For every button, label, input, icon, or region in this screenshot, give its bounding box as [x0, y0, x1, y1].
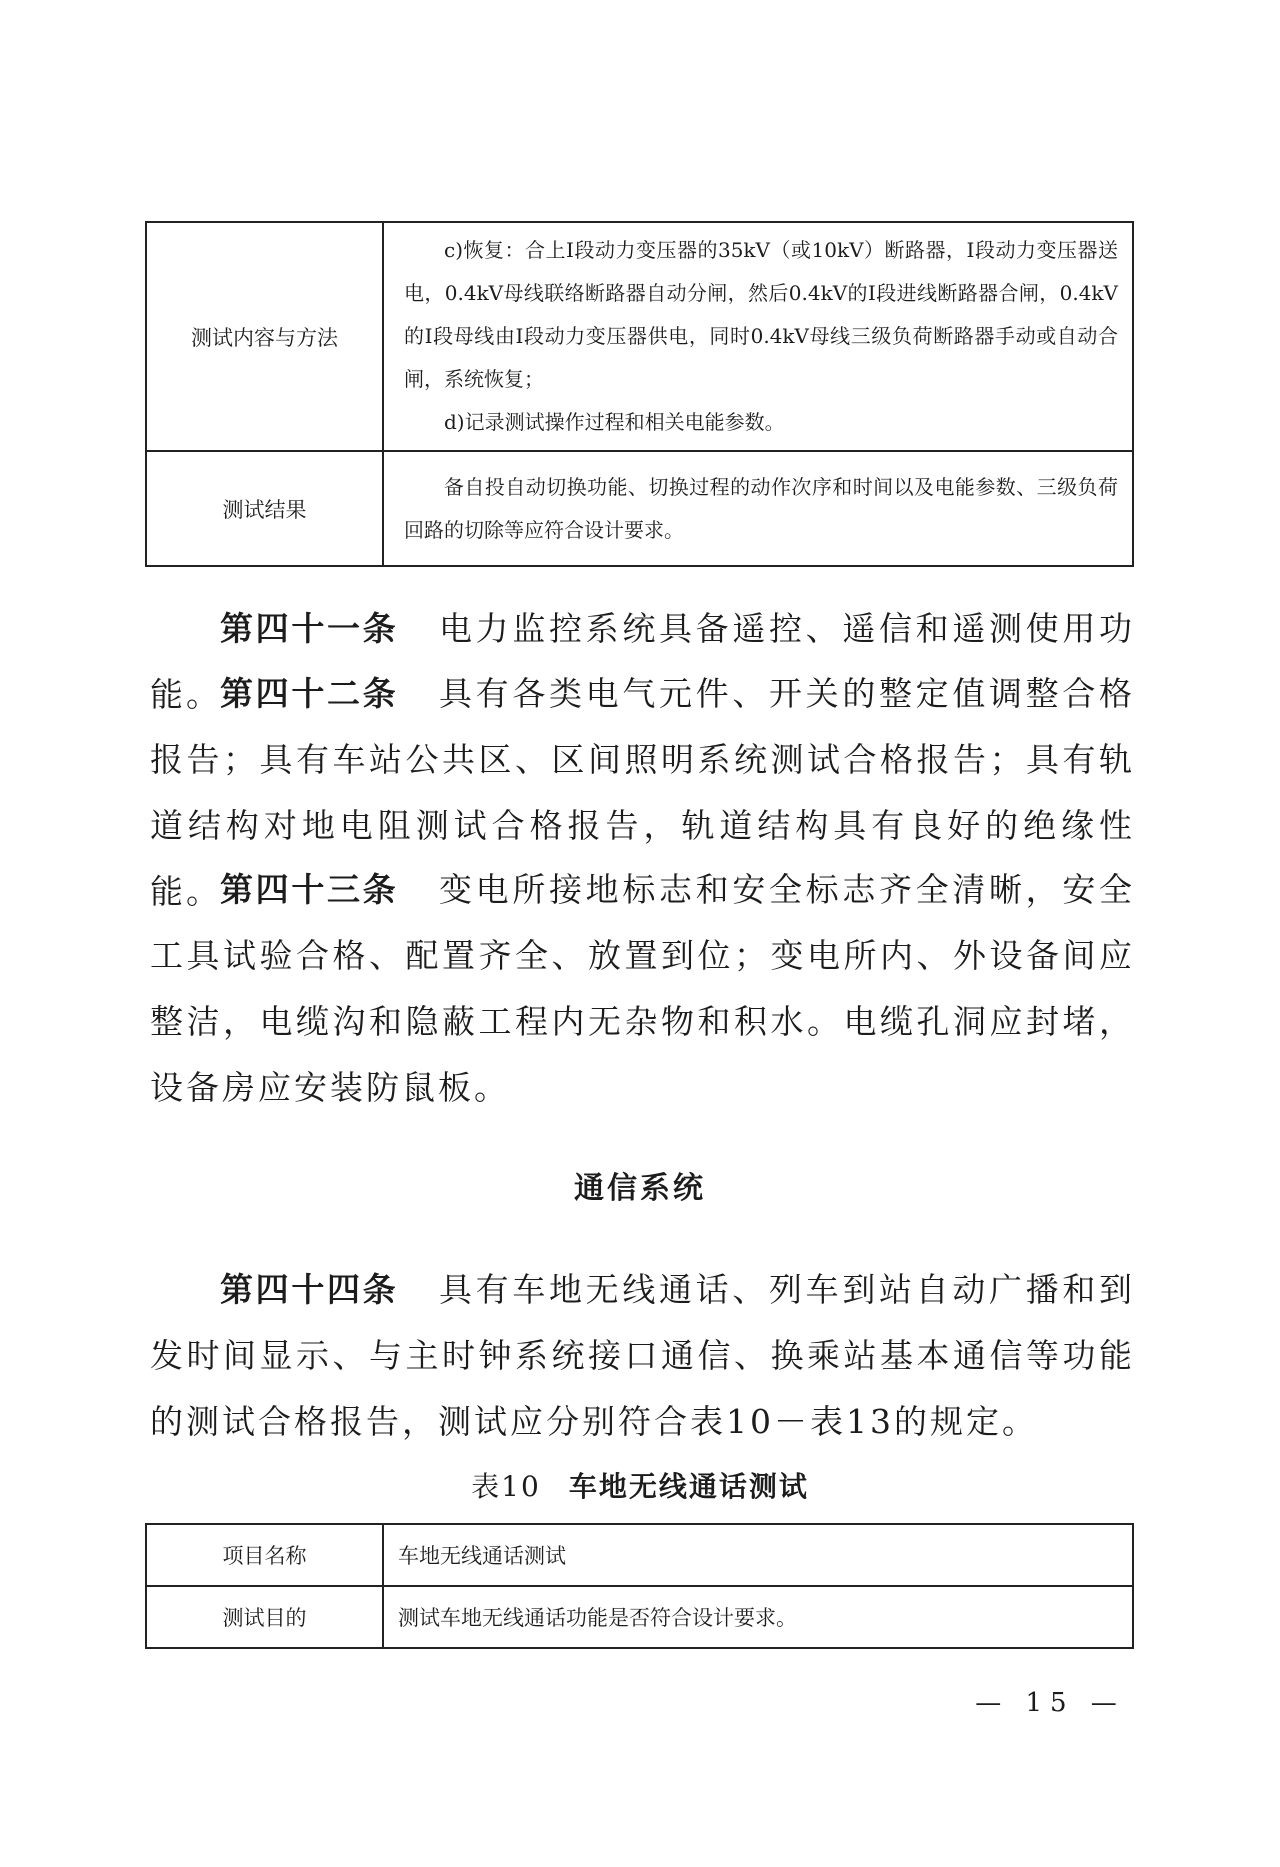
table-row — [146, 1586, 1133, 1648]
row-label: 项目名称 — [146, 1524, 383, 1586]
table-row — [146, 222, 1133, 451]
table-number: 表10 — [471, 1470, 541, 1503]
page-number: — 15 — — [975, 1688, 1125, 1718]
table-row — [146, 1524, 1133, 1586]
method-label: 测试内容与方法 — [146, 222, 383, 451]
article-text: 具有车地无线通话、列车到站自动广播和到发时间显示、与主时钟系统接口通信、换乘站基本通信等功能的测试合格报告，测试应分别符合表10－表13的规定。 — [150, 1270, 1136, 1441]
test-procedure-table — [145, 221, 1134, 567]
article-text: 电力监控系统具备遥控、遥信和遥测使用功能。 — [150, 609, 1136, 714]
method-step-c: c)恢复：合上Ⅰ段动力变压器的35kV（或10kV）断路器，Ⅰ段动力变压器送电，0.4kV母线联络断路器自动分闸，然后0.4kV的Ⅰ段进线断路器合闸，0.4kV的Ⅰ段母线由Ⅰ段动力变压器供电，同时0.4kV母线三级负荷断路器手动或自动合闸，系统恢复； — [404, 238, 1118, 391]
row-value: 测试车地无线通话功能是否符合设计要求。 — [383, 1586, 1133, 1648]
table-caption — [0, 1465, 1280, 1505]
method-content — [383, 222, 1133, 451]
table-row — [146, 451, 1133, 566]
row-value: 车地无线通话测试 — [383, 1524, 1133, 1586]
article-43 — [150, 857, 1135, 1121]
article-number: 第四十一条 — [220, 609, 399, 648]
article-text: 变电所接地标志和安全标志齐全清晰，安全工具试验合格、配置齐全、放置到位；变电所内、外设备间应整洁，电缆沟和隐蔽工程内无杂物和积水。电缆孔洞应封堵，设备房应安装防鼠板。 — [150, 870, 1136, 1107]
article-number: 第四十四条 — [220, 1270, 399, 1309]
article-number: 第四十三条 — [220, 870, 399, 909]
table-title: 车地无线通话测试 — [568, 1470, 809, 1503]
article-text: 具有各类电气元件、开关的整定值调整合格报告；具有车站公共区、区间照明系统测试合格报告；具有轨道结构对地电阻测试合格报告，轨道结构具有良好的绝缘性能。 — [150, 674, 1136, 911]
row-label: 测试目的 — [146, 1586, 383, 1648]
table-10 — [145, 1523, 1134, 1649]
article-number: 第四十二条 — [220, 674, 399, 713]
result-text: 备自投自动切换功能、切换过程的动作次序和时间以及电能参数、三级负荷回路的切除等应符合设计要求。 — [404, 474, 1118, 542]
result-label: 测试结果 — [146, 451, 383, 566]
result-content — [383, 451, 1133, 566]
article-44 — [150, 1257, 1135, 1455]
method-step-d: d)记录测试操作过程和相关电能参数。 — [444, 410, 785, 434]
section-title: 通信系统 — [574, 1171, 706, 1206]
